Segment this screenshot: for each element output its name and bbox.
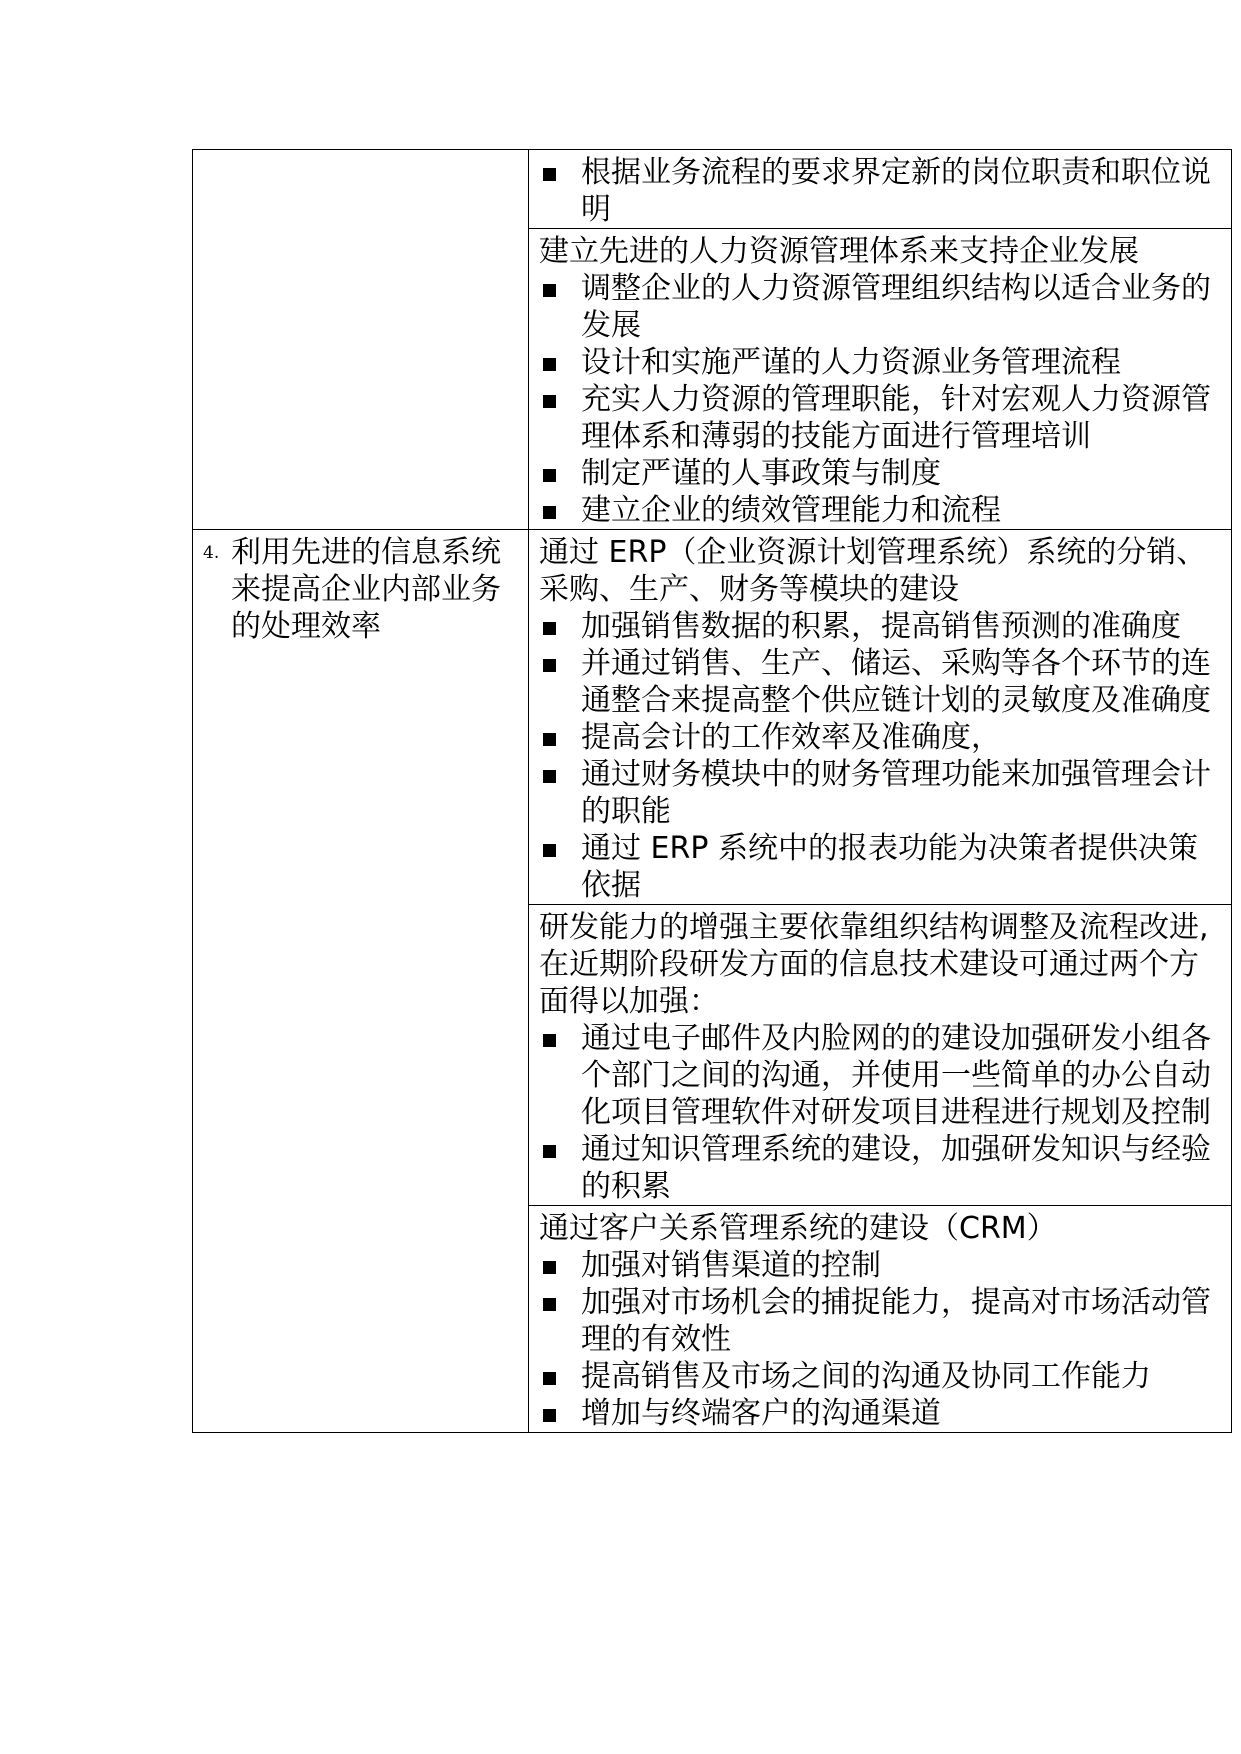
list-item: 通过财务模块中的财务管理功能来加强管理会计的职能 <box>539 756 1227 830</box>
list-item: 通过知识管理系统的建设，加强研发知识与经验的积累 <box>539 1131 1227 1205</box>
left-cell-empty <box>193 150 529 530</box>
section-heading: 利用先进的信息系统来提高企业内部业务的处理效率 <box>231 535 501 644</box>
right-cell <box>529 530 1232 905</box>
list-item: 提高会计的工作效率及准确度， <box>539 719 1227 756</box>
right-cell <box>529 1206 1232 1433</box>
bullet-list <box>539 608 1227 904</box>
list-item: 加强对市场机会的捕捉能力，提高对市场活动管理的有效性 <box>539 1284 1227 1358</box>
square-bullet-icon <box>543 506 556 519</box>
list-item: 制定严谨的人事政策与制度 <box>539 455 1227 492</box>
square-bullet-icon <box>543 284 556 297</box>
list-item: 增加与终端客户的沟通渠道 <box>539 1395 1227 1432</box>
cell-intro-text: 通过 ERP（企业资源计划管理系统）系统的分销、采购、生产、财务等模块的建设 <box>539 535 1207 607</box>
list-item: 通过 ERP 系统中的报表功能为决策者提供决策依据 <box>539 830 1227 904</box>
list-item: 提高销售及市场之间的沟通及协同工作能力 <box>539 1358 1227 1395</box>
square-bullet-icon <box>543 1034 556 1047</box>
cell-intro-text: 通过客户关系管理系统的建设（CRM） <box>539 1211 1057 1246</box>
list-item: 调整企业的人力资源管理组织结构以适合业务的发展 <box>539 270 1227 344</box>
list-item: 加强对销售渠道的控制 <box>539 1247 1227 1284</box>
square-bullet-icon <box>543 1372 556 1385</box>
cell-intro-text: 研发能力的增强主要依靠组织结构调整及流程改进,在近期阶段研发方面的信息技术建设可通过两个方面得以加强： <box>539 910 1209 1019</box>
square-bullet-icon <box>543 1298 556 1311</box>
list-item: 建立企业的绩效管理能力和流程 <box>539 492 1227 529</box>
item-number: 4. <box>203 543 220 563</box>
bullet-list <box>539 154 1227 228</box>
strategy-table <box>192 149 1232 1433</box>
right-cell <box>529 150 1232 229</box>
document-page <box>192 149 1231 1433</box>
left-cell-section-4 <box>193 530 529 1433</box>
numbered-heading <box>203 534 520 645</box>
list-item: 根据业务流程的要求界定新的岗位职责和职位说明 <box>539 154 1227 228</box>
right-cell <box>529 905 1232 1206</box>
list-item: 加强销售数据的积累，提高销售预测的准确度 <box>539 608 1227 645</box>
square-bullet-icon <box>543 1409 556 1422</box>
square-bullet-icon <box>543 733 556 746</box>
square-bullet-icon <box>543 395 556 408</box>
square-bullet-icon <box>543 770 556 783</box>
square-bullet-icon <box>543 659 556 672</box>
table-row <box>193 150 1232 229</box>
square-bullet-icon <box>543 168 556 181</box>
square-bullet-icon <box>543 1145 556 1158</box>
bullet-list <box>539 1020 1227 1205</box>
bullet-list <box>539 1247 1227 1432</box>
list-item: 设计和实施严谨的人力资源业务管理流程 <box>539 344 1227 381</box>
square-bullet-icon <box>543 469 556 482</box>
square-bullet-icon <box>543 1261 556 1274</box>
cell-intro-text: 建立先进的人力资源管理体系来支持企业发展 <box>539 234 1139 269</box>
square-bullet-icon <box>543 358 556 371</box>
right-cell <box>529 229 1232 530</box>
square-bullet-icon <box>543 622 556 635</box>
square-bullet-icon <box>543 844 556 857</box>
list-item: 充实人力资源的管理职能，针对宏观人力资源管理体系和薄弱的技能方面进行管理培训 <box>539 381 1227 455</box>
table-row <box>193 530 1232 905</box>
bullet-list <box>539 270 1227 529</box>
list-item: 并通过销售、生产、储运、采购等各个环节的连通整合来提高整个供应链计划的灵敏度及准确度 <box>539 645 1227 719</box>
list-item: 通过电子邮件及内脸网的的建设加强研发小组各个部门之间的沟通，并使用一些简单的办公自动化项目管理软件对研发项目进程进行规划及控制 <box>539 1020 1227 1131</box>
